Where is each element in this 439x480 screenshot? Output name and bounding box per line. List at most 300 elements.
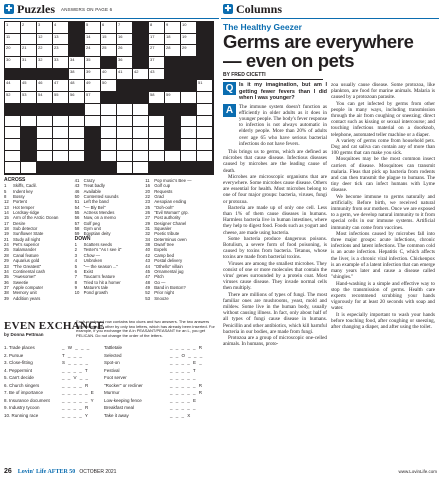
clue-text: Grad <box>154 194 164 200</box>
exchange-clue: Festival <box>104 367 120 373</box>
clue-text: Actress Mendes <box>83 210 115 216</box>
grid-square[interactable] <box>21 34 37 46</box>
exchange-answer-blanks[interactable]: _ _ _ _ _ R <box>170 382 204 388</box>
clue-text: Band in Boston? <box>154 284 186 290</box>
grid-block <box>69 45 85 57</box>
grid-number: 55 <box>54 92 59 98</box>
column-kicker: The Healthy Geezer <box>223 22 302 32</box>
exchange-clue: Tattletale <box>104 345 123 350</box>
grid-square[interactable] <box>21 162 37 174</box>
article-byline: BY FRED CICETTI <box>223 72 266 78</box>
clue-number: 59 <box>74 231 80 237</box>
grid-block <box>69 162 85 174</box>
grid-square[interactable] <box>5 22 21 34</box>
clue-text: Requests <box>154 188 173 194</box>
grid-square[interactable] <box>101 22 117 34</box>
clue-number: 20 <box>145 188 150 194</box>
clue-text: Now, on a memo <box>83 215 116 221</box>
exchange-answer-blanks[interactable]: _ _ _ _ _ Y <box>62 397 95 403</box>
grid-square[interactable] <box>181 34 197 46</box>
grid-square[interactable] <box>165 34 181 46</box>
grid-square[interactable] <box>117 127 133 139</box>
grid-square[interactable] <box>101 151 117 163</box>
website: www.LovinLife.com <box>398 469 437 474</box>
clue-number: 54 <box>74 204 80 210</box>
clue-text: Continental cash <box>13 268 46 274</box>
clue-text: Pet's superior <box>13 242 40 248</box>
paragraph: You can get infected by germs from other people in many ways, including transmission through the air from coughing or sneezing; direct contact such as kissing or sexual intercourse; and touching infectious material on a doorknob, telephone, automated teller machine or a diaper. <box>331 100 435 138</box>
grid-square[interactable] <box>21 57 37 69</box>
clue-number: 36 <box>4 279 9 285</box>
grid-square[interactable] <box>117 34 133 46</box>
clue-number: 27 <box>145 215 150 221</box>
grid-block <box>21 69 37 81</box>
grid-number: 29 <box>182 45 187 51</box>
clue-number: 57 <box>74 220 80 226</box>
grid-square[interactable] <box>85 104 101 116</box>
grid-number: 46 <box>38 80 43 86</box>
clue-text: Camp bed <box>154 252 175 258</box>
clue-number: 50 <box>74 194 80 200</box>
grid-square[interactable] <box>149 139 165 151</box>
clue-text: Designer Chanel <box>154 220 187 226</box>
paragraph: Mosquitoes may be the most common insect carriers of disease. Mosquitoes can transmit malaria. Fleas that pick up bacteria from rodents and can then transmit the plague to humans. The tiny deer tick can infect humans with Lyme disease. <box>331 156 435 194</box>
exchange-clue: 8. Insurance document <box>4 397 50 403</box>
clue-number: 1 <box>4 183 7 189</box>
clue-number: 15 <box>4 215 9 221</box>
grid-square[interactable] <box>53 151 69 163</box>
clue-number: 29 <box>4 258 9 264</box>
answers-note: ANSWERS ON PAGE 6 <box>61 6 113 12</box>
grid-number: 1 <box>6 22 9 27</box>
clue-text: Chow — <box>83 252 101 258</box>
clue-text: Golf cup <box>154 183 171 189</box>
clue-number: 31 <box>145 226 150 232</box>
grid-number: 9 <box>166 22 169 27</box>
exchange-answer-blanks[interactable]: _ _ _ X <box>170 412 192 418</box>
grid-number: 24 <box>86 45 91 51</box>
grid-square[interactable] <box>53 57 69 69</box>
clue-text: "— the season ..." <box>83 263 118 269</box>
grid-block <box>53 69 69 81</box>
grid-block <box>165 116 181 128</box>
exchange-answer-blanks[interactable]: _ _ _ _ R <box>62 405 90 410</box>
grid-square[interactable] <box>53 127 69 139</box>
clue-text: Bossy <box>13 194 25 200</box>
grid-square[interactable] <box>37 57 53 69</box>
grid-number: 13 <box>54 33 59 39</box>
clue-text: Left the band <box>83 199 109 205</box>
grid-square[interactable] <box>5 139 21 151</box>
grid-number: 35 <box>86 57 91 63</box>
exchange-row <box>4 389 216 397</box>
page-footer <box>4 468 116 475</box>
grid-square[interactable] <box>85 34 101 46</box>
grid-square[interactable] <box>149 69 165 81</box>
grid-square[interactable] <box>117 151 133 163</box>
grid-square[interactable] <box>85 80 101 92</box>
exchange-answer-blanks[interactable]: _ _ _ _ _ R <box>170 345 204 350</box>
clue-text: "The Greatest" <box>13 263 42 269</box>
down-heading: DOWN <box>74 235 91 242</box>
grid-block <box>197 45 213 57</box>
puzzles-header <box>4 2 216 16</box>
grid-square[interactable] <box>37 22 53 34</box>
grid-square[interactable] <box>181 22 197 34</box>
grid-number: 12 <box>38 33 43 39</box>
grid-square[interactable] <box>197 116 213 128</box>
grid-square[interactable] <box>197 127 213 139</box>
answer-block <box>223 104 327 147</box>
exchange-answer-blanks[interactable]: _ _ _ _ E <box>170 397 198 403</box>
exchange-row <box>4 359 216 367</box>
clue-text: "— Bly Bel" <box>83 204 106 210</box>
grid-square[interactable] <box>197 92 213 104</box>
exchange-answer-blanks[interactable]: _ _ _ _ _ R <box>170 390 204 395</box>
grid-number: 15 <box>102 33 107 39</box>
grid-square[interactable] <box>133 69 149 81</box>
grid-square[interactable] <box>133 116 149 128</box>
grid-square[interactable] <box>149 127 165 139</box>
exchange-row <box>4 412 216 420</box>
grid-square[interactable] <box>5 151 21 163</box>
paragraph: Hand-washing is a simple and effective way to stop the transmission of germs. Health care experts recommend scrubbing your hands vigorously for at least 20 seconds with soap and water. <box>331 280 435 312</box>
grid-number: 11 <box>6 33 11 39</box>
columns-header <box>223 2 282 16</box>
clue-text: Canal feature <box>13 252 39 258</box>
grid-square[interactable] <box>37 139 53 151</box>
grid-square[interactable] <box>181 45 197 57</box>
grid-square[interactable] <box>181 151 197 163</box>
clue-number: 23 <box>145 199 150 205</box>
grid-square[interactable] <box>165 92 181 104</box>
grid-block <box>181 104 197 116</box>
grid-square[interactable] <box>181 139 197 151</box>
grid-square[interactable] <box>85 22 101 34</box>
grid-square[interactable] <box>181 116 197 128</box>
grid-number: 44 <box>6 80 11 86</box>
grid-block <box>37 69 53 81</box>
grid-number: 41 <box>118 68 123 74</box>
grid-square[interactable] <box>117 139 133 151</box>
clue-number: 7 <box>74 274 77 280</box>
grid-block <box>197 162 213 174</box>
grid-block <box>53 104 69 116</box>
grid-square[interactable] <box>85 92 101 104</box>
clue-number: 17 <box>4 220 9 226</box>
grid-square[interactable] <box>117 162 133 174</box>
grid-number: 26 <box>118 45 123 51</box>
grid-square[interactable] <box>101 34 117 46</box>
clue-text: Crazy <box>83 178 95 183</box>
grid-square[interactable] <box>101 80 117 92</box>
clue <box>145 296 216 301</box>
grid-block <box>101 57 117 69</box>
grid-square[interactable] <box>69 151 85 163</box>
a-badge: A <box>223 104 236 117</box>
columns-page <box>221 0 439 480</box>
clue-text: Postal delivery <box>154 258 183 264</box>
exchange-answer-blanks[interactable]: _ _ O _ _ _ <box>170 352 204 358</box>
exchange-row <box>4 344 216 352</box>
grid-square[interactable] <box>5 92 21 104</box>
clue-number: 6 <box>74 268 77 274</box>
clues <box>4 178 216 316</box>
exchange-answer-blanks[interactable]: T _ _ _ <box>62 352 83 358</box>
grid-number: 40 <box>102 68 107 74</box>
grid-block <box>149 80 165 92</box>
clue-number: 25 <box>145 204 150 210</box>
grid-square[interactable] <box>5 80 21 92</box>
grid-square[interactable] <box>21 22 37 34</box>
grid-square[interactable] <box>181 92 197 104</box>
clue-number: 9 <box>74 284 77 290</box>
grid-number: 2 <box>22 22 25 27</box>
grid-square[interactable] <box>37 34 53 46</box>
grid-square[interactable] <box>69 127 85 139</box>
exchange-answer-blanks[interactable]: _ _ _ _ E _ <box>170 360 203 365</box>
grid-square[interactable] <box>37 45 53 57</box>
grid-block <box>133 92 149 104</box>
grid-block <box>69 22 85 34</box>
grid-square[interactable] <box>117 104 133 116</box>
clue-text: Aquarius gold <box>13 258 40 264</box>
grid-square[interactable] <box>101 116 117 128</box>
grid-number: 22 <box>38 45 43 51</box>
clue-text: Memory unit <box>13 290 37 296</box>
grid-square[interactable] <box>149 116 165 128</box>
grid-square[interactable] <box>197 80 213 92</box>
article-column-1 <box>223 82 327 466</box>
grid-square[interactable] <box>101 104 117 116</box>
grid-number: 49 <box>86 80 91 86</box>
exchange-row <box>4 404 216 412</box>
clue-number: 1 <box>74 242 77 248</box>
paragraph: A variety of germs come from household pets. Dog and cat saliva can contain any of more than 100 germs that can make you sick. <box>331 137 435 157</box>
clue-number: 21 <box>4 236 9 242</box>
grid-square[interactable] <box>69 80 85 92</box>
grid-square[interactable] <box>5 116 21 128</box>
grid-square[interactable] <box>37 116 53 128</box>
clue-text: Study all night <box>13 236 40 242</box>
clue-number: 5 <box>4 188 7 194</box>
clue-text: Poetic tribute <box>154 231 180 237</box>
grid-square[interactable] <box>149 151 165 163</box>
exchange-clue: Spot-on <box>104 360 120 365</box>
grid-square[interactable] <box>117 22 133 34</box>
exchange-clue: Murmur <box>104 390 120 395</box>
grid-square[interactable] <box>69 57 85 69</box>
clue-number: 8 <box>74 279 77 285</box>
article-column-2 <box>331 82 435 466</box>
paragraph: Viruses are among the smallest microbes. They consist of one or more molecules that contain the virus' genes surrounded by a protein coat. Most viruses cause disease. They invade normal cells then multiply. <box>223 260 327 292</box>
grid-square[interactable] <box>149 22 165 34</box>
grid-square[interactable] <box>69 139 85 151</box>
clue-text: Post authority <box>154 215 181 221</box>
grid-square[interactable] <box>101 139 117 151</box>
exchange-clue: 6. Church singers <box>4 382 40 388</box>
grid-square[interactable] <box>101 69 117 81</box>
clue-number: 34 <box>4 268 9 274</box>
grid-square[interactable] <box>5 45 21 57</box>
grid-square[interactable] <box>117 57 133 69</box>
clue-text: Indent key <box>13 188 33 194</box>
grid-square[interactable] <box>165 22 181 34</box>
grid-square[interactable] <box>53 80 69 92</box>
clue-number: 3 <box>74 252 77 258</box>
grid-square[interactable] <box>69 69 85 81</box>
grid-number: 57 <box>86 92 91 98</box>
clue-text: Go — <box>154 279 166 285</box>
grid-square[interactable] <box>5 127 21 139</box>
grid-square[interactable] <box>133 139 149 151</box>
grid-number: 43 <box>150 68 155 74</box>
grid-block <box>133 34 149 46</box>
clue-number: 16 <box>145 183 150 189</box>
grid-square[interactable] <box>69 116 85 128</box>
grid-square[interactable] <box>197 151 213 163</box>
exchange-answer-blanks[interactable]: _ _ _ _ R <box>62 382 90 388</box>
clue-number: 47 <box>145 274 150 280</box>
grid-square[interactable] <box>117 45 133 57</box>
grid-block <box>21 151 37 163</box>
exchange-clue: Selected <box>104 352 122 358</box>
grid-square[interactable] <box>37 80 53 92</box>
grid-square[interactable] <box>149 57 165 69</box>
grid-square[interactable] <box>101 127 117 139</box>
grid-number: 4 <box>54 22 57 27</box>
grid-square[interactable] <box>5 57 21 69</box>
exchange-clue: Take it away <box>104 412 129 418</box>
grid-square[interactable] <box>37 151 53 163</box>
clue-text: Exist <box>83 268 93 274</box>
exchange-row <box>4 352 216 360</box>
grid-square[interactable] <box>53 116 69 128</box>
exchange-answer-blanks[interactable]: _ _ _ _ _ E <box>62 390 95 395</box>
clue-number: 40 <box>145 247 150 253</box>
grid-square[interactable] <box>5 34 21 46</box>
grid-square[interactable] <box>53 34 69 46</box>
grid-square[interactable] <box>165 151 181 163</box>
paragraph: It is especially important to wash your hands before touching food, after coughing or sneezing, after changing a diaper, and after using the toilet. <box>331 311 435 330</box>
grid-square[interactable] <box>133 104 149 116</box>
exchange-clue: Foot server <box>104 375 127 380</box>
grid-square[interactable] <box>149 92 165 104</box>
clue-text: Hot temper <box>13 204 35 210</box>
grid-square[interactable] <box>53 139 69 151</box>
exchange-clue: 3. Close-fitting <box>4 360 33 365</box>
grid-number: 20 <box>6 45 11 51</box>
clue-number: 29 <box>145 220 150 226</box>
grid-square[interactable] <box>21 45 37 57</box>
clue-text: Aesopian ending <box>154 199 187 205</box>
exchange-answer-blanks[interactable]: _ _ _ _ T <box>170 367 197 373</box>
grid-number: 38 <box>70 68 75 74</box>
grid-block <box>165 104 181 116</box>
grid-square[interactable] <box>197 139 213 151</box>
grid-square[interactable] <box>53 92 69 104</box>
clue-number: 38 <box>4 290 9 296</box>
grid-square[interactable] <box>197 104 213 116</box>
grid-square[interactable] <box>21 92 37 104</box>
grid-block <box>5 69 21 81</box>
grid-square[interactable] <box>85 69 101 81</box>
exchange-answer-blanks[interactable]: _ _ _ _ Y <box>62 412 89 418</box>
clue-text: "Ooh-ooh" <box>154 204 174 210</box>
exchange-answer-blanks[interactable]: _ _ _ _ _ <box>170 375 197 380</box>
grid-block <box>165 127 181 139</box>
grid-block <box>165 139 181 151</box>
grid-block <box>85 127 101 139</box>
clue-number: 33 <box>4 263 9 269</box>
grid-square[interactable] <box>69 92 85 104</box>
grid-square[interactable] <box>101 45 117 57</box>
grid-square[interactable] <box>53 45 69 57</box>
grid-square[interactable] <box>133 127 149 139</box>
grid-square[interactable] <box>37 92 53 104</box>
clue-text: Toucan's feature <box>83 274 115 280</box>
clue-number: 44 <box>145 263 150 269</box>
grid-square[interactable] <box>165 45 181 57</box>
exchange-answer-blanks[interactable]: _ _ V _ _ <box>62 375 90 380</box>
grid-square[interactable] <box>133 151 149 163</box>
clue-number: 43 <box>145 258 150 264</box>
header-rule <box>0 18 219 19</box>
grid-block <box>165 69 181 81</box>
exchange-clue: Breakfast meal <box>104 405 135 410</box>
paragraph: Some bacteria produce dangerous poisons. Botulism, a severe form of food poisoning, is caused by toxins from bacteria. Tetanus, whose toxins are made from bacterial toxins. <box>223 235 327 261</box>
grid-number: 33 <box>54 57 59 63</box>
columns-rule <box>221 18 439 19</box>
grid-block <box>21 127 37 139</box>
grid-number: 54 <box>38 92 43 98</box>
grid-block <box>5 104 21 116</box>
grid-square[interactable] <box>117 69 133 81</box>
grid-square[interactable] <box>181 127 197 139</box>
exchange-answer-blanks[interactable]: _ W _ _ _ <box>62 345 91 350</box>
clue-number: 24 <box>4 242 9 248</box>
even-exchange <box>4 319 216 418</box>
clue-number: 42 <box>145 252 150 258</box>
grid-square[interactable] <box>149 45 165 57</box>
grid-number: 45 <box>22 80 27 86</box>
clue-text: Apple computer <box>13 284 44 290</box>
grid-square[interactable] <box>53 22 69 34</box>
grid-square[interactable] <box>85 45 101 57</box>
grid-square[interactable] <box>21 116 37 128</box>
grid-square[interactable] <box>85 116 101 128</box>
grid-square[interactable] <box>117 116 133 128</box>
grid-square[interactable] <box>85 57 101 69</box>
grid-number: 6 <box>102 22 105 27</box>
exchange-answer-blanks[interactable]: _ _ _ _ _ <box>170 405 197 410</box>
exchange-answer-blanks[interactable]: _ _ _ _ T <box>62 367 89 373</box>
grid-number: 19 <box>182 33 187 39</box>
grid-square[interactable] <box>149 34 165 46</box>
grid-square[interactable] <box>21 80 37 92</box>
grid-square[interactable] <box>133 162 149 174</box>
grid-number: 53 <box>22 92 27 98</box>
issue-date: OCTOBER 2021 <box>79 468 117 475</box>
clue-text: Snooze <box>154 295 169 301</box>
clue-number: 22 <box>145 194 150 200</box>
exchange-answer-blanks[interactable]: S _ _ _ _ <box>62 360 90 365</box>
grid-square[interactable] <box>5 162 21 174</box>
grid-block <box>101 92 117 104</box>
grid-block <box>197 34 213 46</box>
grid-square[interactable] <box>37 127 53 139</box>
grid-block <box>53 162 69 174</box>
